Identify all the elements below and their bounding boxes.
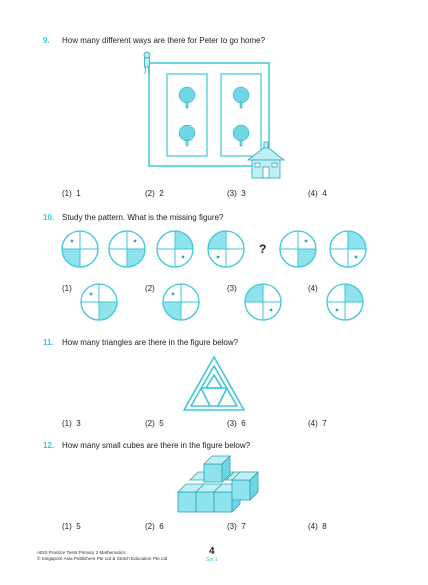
q9-option-3-value: 3 [241,189,246,198]
q11-option-1-value: 3 [76,419,81,428]
q12-option-1-label: (1) [62,522,72,531]
question-12-number: 12. [43,441,55,450]
q11-option-4-label: (4) [308,419,318,428]
q11-option-3-value: 6 [241,419,246,428]
q10-option-3-label[interactable]: (3) [227,284,237,293]
q12-option-1-value: 5 [76,522,81,531]
q12-option-3-label: (3) [227,522,237,531]
q9-option-2-value: 2 [159,189,164,198]
q11-option-2-value: 5 [159,419,164,428]
q10-option-2-label[interactable]: (2) [145,284,155,293]
q12-option-2[interactable] [145,522,164,531]
question-9-number: 9. [43,36,50,45]
q12-option-4-label: (4) [308,522,318,531]
q12-option-3-value: 7 [241,522,246,531]
q11-option-2-label: (2) [145,419,155,428]
set-label: Set 1 [206,557,218,563]
question-11-number: 11. [43,338,54,347]
q9-option-4-label: (4) [308,189,318,198]
q9-option-3-label: (3) [227,189,237,198]
q12-option-4[interactable] [308,522,327,531]
q11-option-1-label: (1) [62,419,72,428]
q9-option-4-value: 4 [322,189,327,198]
q12-option-3[interactable] [227,522,246,531]
question-9-text: How many different ways are there for Peter to go home? [62,36,266,45]
q9-option-1-label: (1) [62,189,72,198]
footer-line-2: © Singapore Asia Publishers Pte Ltd & Stotch Education Pte Ltd [37,556,168,561]
q12-option-1[interactable] [62,522,81,531]
q12-option-4-value: 8 [322,522,327,531]
question-11-text: How many triangles are there in the figure below? [62,338,239,347]
q10-option-4-label[interactable]: (4) [308,284,318,293]
question-10-text: Study the pattern. What is the missing figure? [62,213,224,222]
missing-figure-mark: ? [259,242,267,256]
q11-option-3-label: (3) [227,419,237,428]
q11-option-4-value: 7 [322,419,327,428]
q9-option-1-value: 1 [76,189,81,198]
question-12-text: How many small cubes are there in the figure below? [62,441,251,450]
cube-stack [178,456,258,512]
q12-option-2-label: (2) [145,522,155,531]
page-number: 4 [209,546,215,557]
question-10-number: 10. [43,213,55,222]
q9-option-2-label: (2) [145,189,155,198]
q12-option-2-value: 6 [159,522,164,531]
q10-option-1-label[interactable]: (1) [62,284,72,293]
footer-line-1: AEIS Practice Tests Primary 2 Mathematics [37,550,126,555]
